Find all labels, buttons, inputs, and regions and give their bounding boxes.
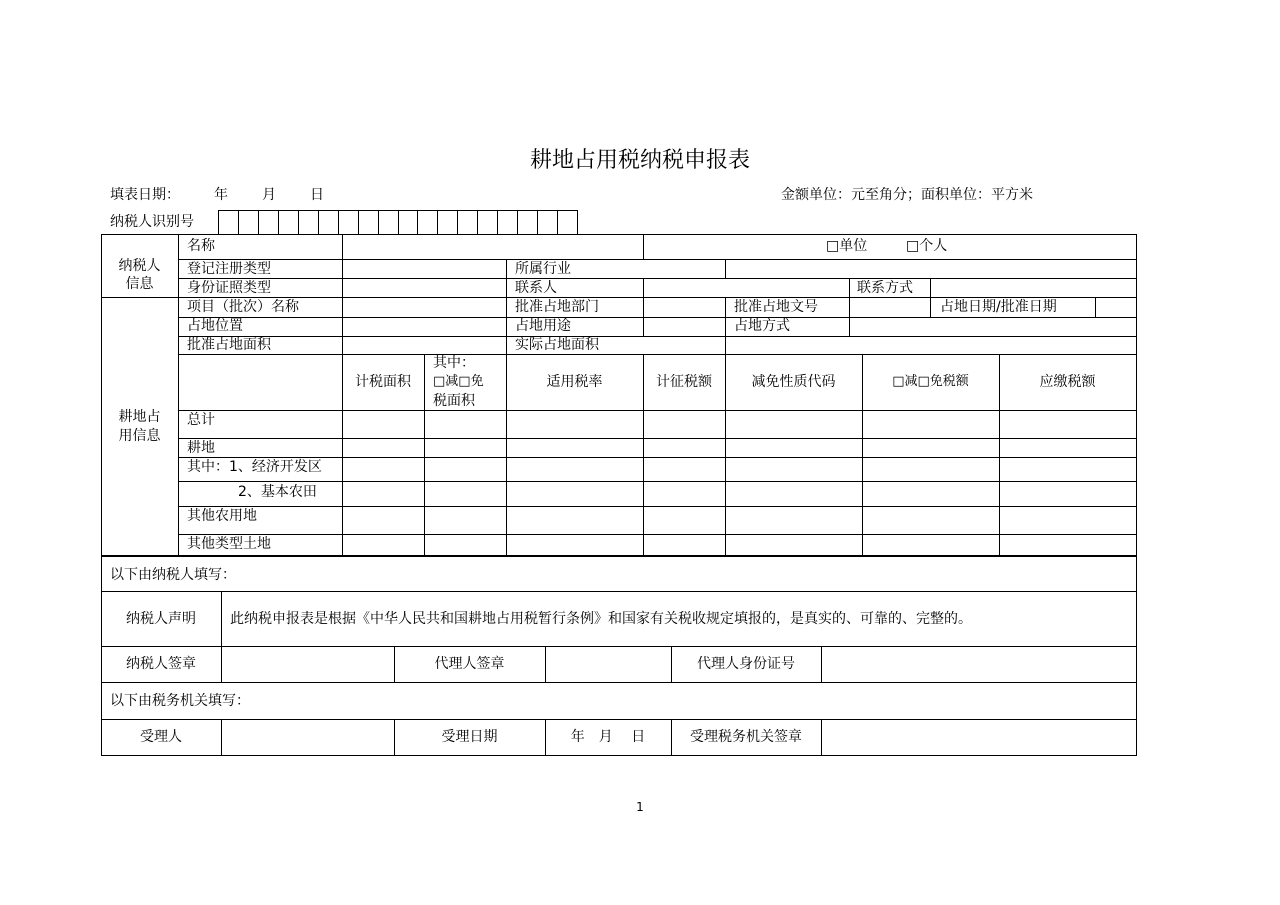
- taxpayer-id-cell-divider: [577, 210, 578, 234]
- land-section-label: 耕地占: [118, 409, 161, 425]
- taxpayer-id-cell-divider: [258, 210, 259, 234]
- receive-date-label: 受理日期: [441, 729, 498, 745]
- receive-date-ymd: 年 月 日: [570, 729, 646, 745]
- taxpayer-seal-label: 纳税人签章: [126, 656, 196, 672]
- taxpayer-id-cell-divider: [557, 210, 558, 234]
- form-title: 耕地占用税纳税申报表: [529, 148, 750, 173]
- taxpayer-id-cell-divider: [517, 210, 518, 234]
- taxpayer-section-label-2: 信息: [125, 276, 154, 292]
- taxpayer-id-cell-divider: [398, 210, 399, 234]
- name-label: 名称: [187, 238, 215, 254]
- occupy-date-label: 占地日期/批准日期: [940, 299, 1057, 315]
- col-relief-code: 减免性质代码: [751, 374, 836, 390]
- unit-checkbox[interactable]: □单位: [826, 238, 868, 254]
- units-note: 金额单位：元至角分；面积单位：平方米: [781, 187, 1033, 203]
- row-basic-farmland: 2、基本农田: [238, 484, 317, 500]
- col-payable-tax: 应缴税额: [1039, 374, 1096, 390]
- method-label: 占地方式: [734, 318, 790, 334]
- fill-date-month: 月: [262, 187, 276, 203]
- taxpayer-fill-heading: 以下由纳税人填写：: [110, 567, 236, 583]
- col-relief-tax: □减□免税额: [892, 374, 969, 389]
- taxpayer-id-cell-divider: [218, 210, 219, 234]
- id-type-label: 身份证照类型: [187, 280, 271, 296]
- actual-area-label: 实际占地面积: [515, 337, 599, 353]
- tax-office-fill-heading: 以下由税务机关填写：: [110, 693, 250, 709]
- taxpayer-id-label: 纳税人识别号: [110, 214, 194, 230]
- fill-date-day: 日: [310, 187, 324, 203]
- reg-type-label: 登记注册类型: [187, 261, 271, 277]
- col-exempt-area-3: 税面积: [433, 393, 475, 409]
- taxpayer-id-cell-divider: [378, 210, 379, 234]
- col-taxable-area: 计税面积: [355, 374, 411, 390]
- col-exempt-area-2: □减□免: [433, 374, 484, 389]
- taxpayer-section-label: 纳税人: [118, 258, 161, 274]
- taxpayer-id-cell-divider: [537, 210, 538, 234]
- taxpayer-id-cell-divider: [417, 210, 418, 234]
- location-label: 占地位置: [187, 318, 243, 334]
- col-rate: 适用税率: [546, 374, 603, 390]
- land-section-label-2: 用信息: [118, 428, 161, 444]
- individual-checkbox[interactable]: □个人: [906, 238, 948, 254]
- taxpayer-id-cell-divider: [477, 210, 478, 234]
- agent-seal-label: 代理人签章: [434, 656, 505, 672]
- taxpayer-id-cell-divider: [358, 210, 359, 234]
- receiver-label: 受理人: [140, 729, 182, 745]
- office-seal-label: 受理税务机关签章: [690, 729, 802, 745]
- col-levied-tax: 计征税额: [656, 374, 712, 390]
- row-other-types: 其他类型土地: [187, 536, 271, 552]
- declaration-text: 此纳税申报表是根据《中华人民共和国耕地占用税暂行条例》和国家有关税收规定填报的，是真实的、可靠的、完整的。: [230, 611, 972, 627]
- row-farmland: 耕地: [187, 440, 215, 456]
- approval-doc-label: 批准占地文号: [734, 299, 818, 315]
- industry-label: 所属行业: [515, 261, 571, 277]
- taxpayer-id-cell-divider: [338, 210, 339, 234]
- fill-date-year: 年: [214, 187, 228, 203]
- row-econ-zone: 其中：1、经济开发区: [187, 459, 322, 475]
- page-number: 1: [636, 800, 644, 814]
- taxpayer-id-cell-divider: [278, 210, 279, 234]
- project-name-label: 项目（批次）名称: [187, 299, 299, 315]
- taxpayer-id-cell-divider: [497, 210, 498, 234]
- row-other-agri: 其他农用地: [187, 508, 257, 524]
- row-total: 总计: [187, 412, 215, 428]
- agent-id-label: 代理人身份证号: [697, 656, 795, 672]
- declaration-label: 纳税人声明: [126, 611, 196, 627]
- taxpayer-id-cell-divider: [457, 210, 458, 234]
- fill-date-label: 填表日期：: [110, 187, 180, 203]
- usage-label: 占地用途: [515, 318, 571, 334]
- taxpayer-id-cell-divider: [238, 210, 239, 234]
- approved-area-label: 批准占地面积: [187, 337, 271, 353]
- taxpayer-id-cell-divider: [318, 210, 319, 234]
- col-exempt-area-1: 其中：: [433, 355, 475, 371]
- contact-person-label: 联系人: [515, 280, 557, 296]
- taxpayer-id-cell-divider: [298, 210, 299, 234]
- approval-dept-label: 批准占地部门: [515, 299, 599, 315]
- taxpayer-id-cell-divider: [437, 210, 438, 234]
- contact-method-label: 联系方式: [857, 280, 913, 296]
